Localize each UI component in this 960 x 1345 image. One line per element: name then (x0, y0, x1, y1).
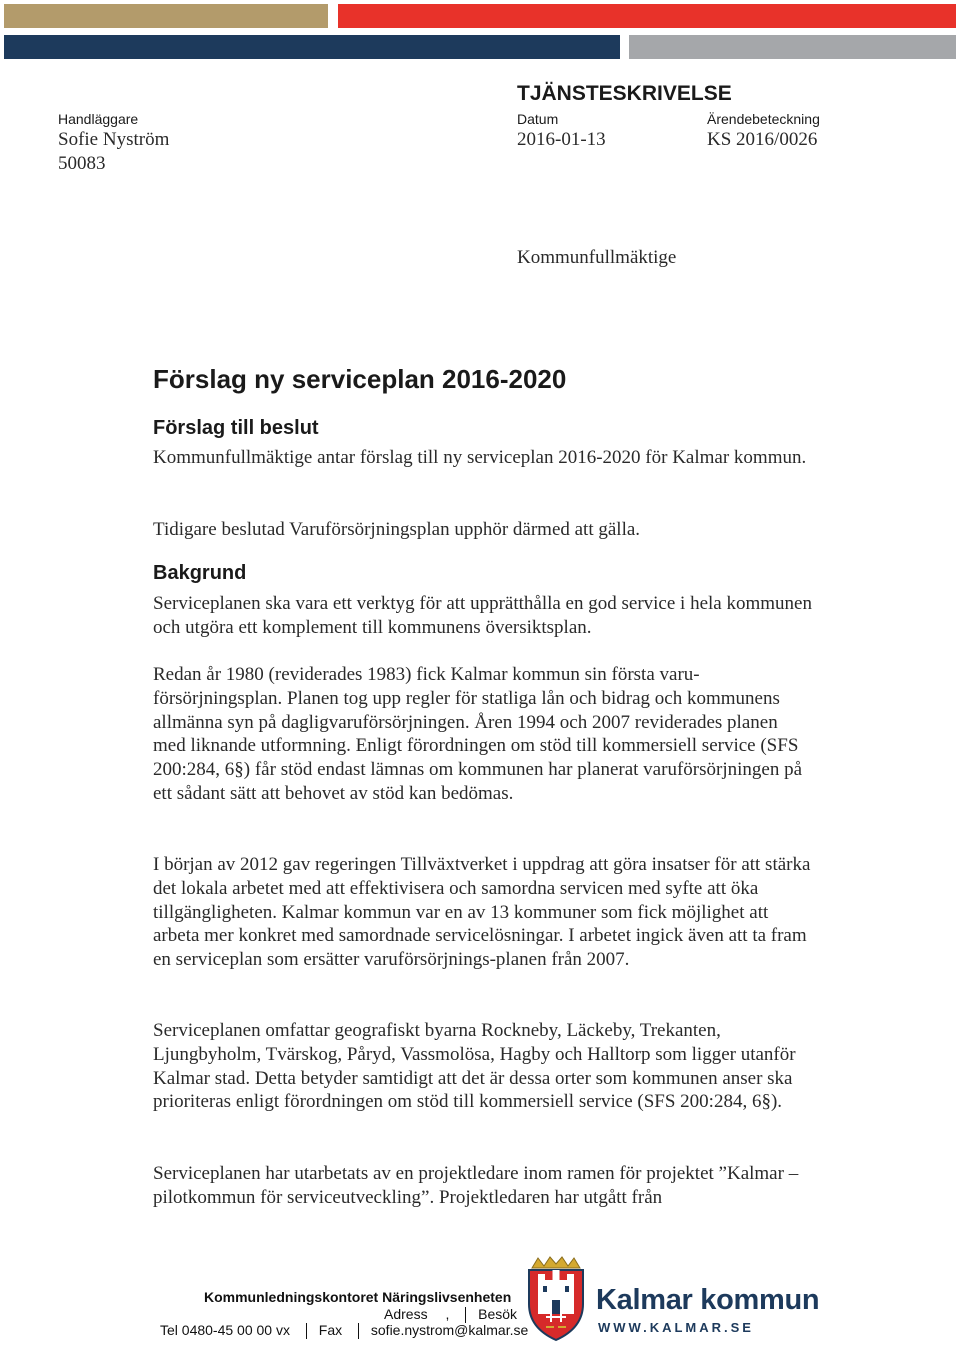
footer-contact-line (160, 1322, 528, 1339)
background-paragraph-5: Serviceplanen har utarbetats av en projektledare inom ramen för projektet ”Kalmar – pilotkommun för serviceutveckling”. Projektledaren har utgått från (153, 1163, 799, 1208)
footer-besok-label: Besök (478, 1306, 518, 1322)
background-paragraph-4-block (153, 1019, 813, 1114)
background-paragraph-4: Serviceplanen omfattar geografiskt byarna Rockneby, Läckeby, Trekanten, Ljungbyholm, Tvärskog, Påryd, Vassmolösa, Hagby och Halltorp som ligger utanför Kalmar stad. Detta betyder samtidigt att det är dessa orter som kommunen anser ska prioriteras enligt förordningen om stöd till kommersiell service (SFS 200:284, 6§). (153, 1020, 796, 1113)
datum-value: 2016-01-13 (517, 129, 606, 150)
header-bar-red (338, 4, 956, 28)
handlaggare-label: Handläggare (58, 111, 139, 127)
header-bar-navy (4, 35, 620, 59)
header-bar-gray (629, 35, 956, 59)
logo-url: WWW.KALMAR.SE (598, 1320, 754, 1335)
footer-fax-label: Fax (318, 1322, 343, 1338)
datum-label: Datum (517, 111, 559, 127)
background-paragraph-5-block (153, 1162, 813, 1210)
header-bar-gold (4, 4, 328, 28)
proposal-paragraph-2: Tidigare beslutad Varuförsörjningsplan upphör därmed att gälla. (153, 519, 641, 540)
background-paragraph-2-block (153, 663, 813, 806)
logo-name: Kalmar kommun (596, 1284, 820, 1316)
background-paragraph-2: Redan år 1980 (reviderades 1983) fick Kalmar kommun sin första varu-försörjningsplan. Planen tog upp regler för statliga lån och bidrag och kommunens allmänna syn på dagligvaruförsörjningen. Åren 1994 och 2007 reviderades planen med liknande utformning. Enligt förordningen om stöd till kommersiell service (SFS 200:284, 6§) får stöd endast lämnas om kommunen har planerat varuförsörjningen på ett sådant sätt att behovet av stöd kan bedömas. (153, 664, 802, 804)
footer-divider (358, 1323, 359, 1339)
doc-type: TJÄNSTESKRIVELSE (517, 82, 732, 105)
footer-tel: Tel 0480-45 00 00 vx (160, 1322, 290, 1338)
arende-value: KS 2016/0026 (707, 129, 818, 150)
proposal-paragraph-1: Kommunfullmäktige antar förslag till ny serviceplan 2016-2020 för Kalmar kommun. (153, 447, 807, 468)
proposal-heading: Förslag till beslut (153, 417, 319, 439)
footer-divider (306, 1323, 307, 1339)
background-paragraph-1: Serviceplanen ska vara ett verktyg för att upprätthålla en god service i hela kommunen och utgöra ett komplement till kommunens översiktsplan. (153, 593, 812, 638)
footer-divider (465, 1307, 466, 1323)
background-heading: Bakgrund (153, 562, 247, 584)
footer-adress-label: Adress (384, 1306, 428, 1322)
kalmar-coat-of-arms-icon (526, 1256, 586, 1342)
arende-label: Ärendebeteckning (707, 111, 820, 127)
proposal-text-2 (153, 518, 813, 542)
proposal-text (153, 446, 813, 470)
handlaggare-name: Sofie Nyström (58, 129, 170, 150)
recipient: Kommunfullmäktige (517, 247, 677, 268)
background-paragraph-1-block (153, 592, 813, 640)
page-title: Förslag ny serviceplan 2016-2020 (153, 364, 567, 394)
footer-address-line (384, 1306, 517, 1323)
footer-adress-separator: , (445, 1306, 450, 1322)
footer-email[interactable]: sofie.nystrom@kalmar.se (370, 1322, 529, 1338)
background-paragraph-3: I början av 2012 gav regeringen Tillväxtverket i uppdrag att göra insatser för att stärka det lokala arbetet med att effektivisera och samordna servicen med syfte att öka tillgängligheten. Kalmar kommun var en av 13 kommuner som fick möjlighet att arbeta mer konkret med samordnade servicelösningar. I arbetet ingick även att ta fram en serviceplan som ersätter varuförsörjnings-planen från 2007. (153, 854, 811, 971)
handlaggare-phone: 50083 (58, 153, 106, 174)
footer-office: Kommunledningskontoret Näringslivsenheten (204, 1289, 512, 1305)
background-paragraph-3-block (153, 853, 813, 972)
